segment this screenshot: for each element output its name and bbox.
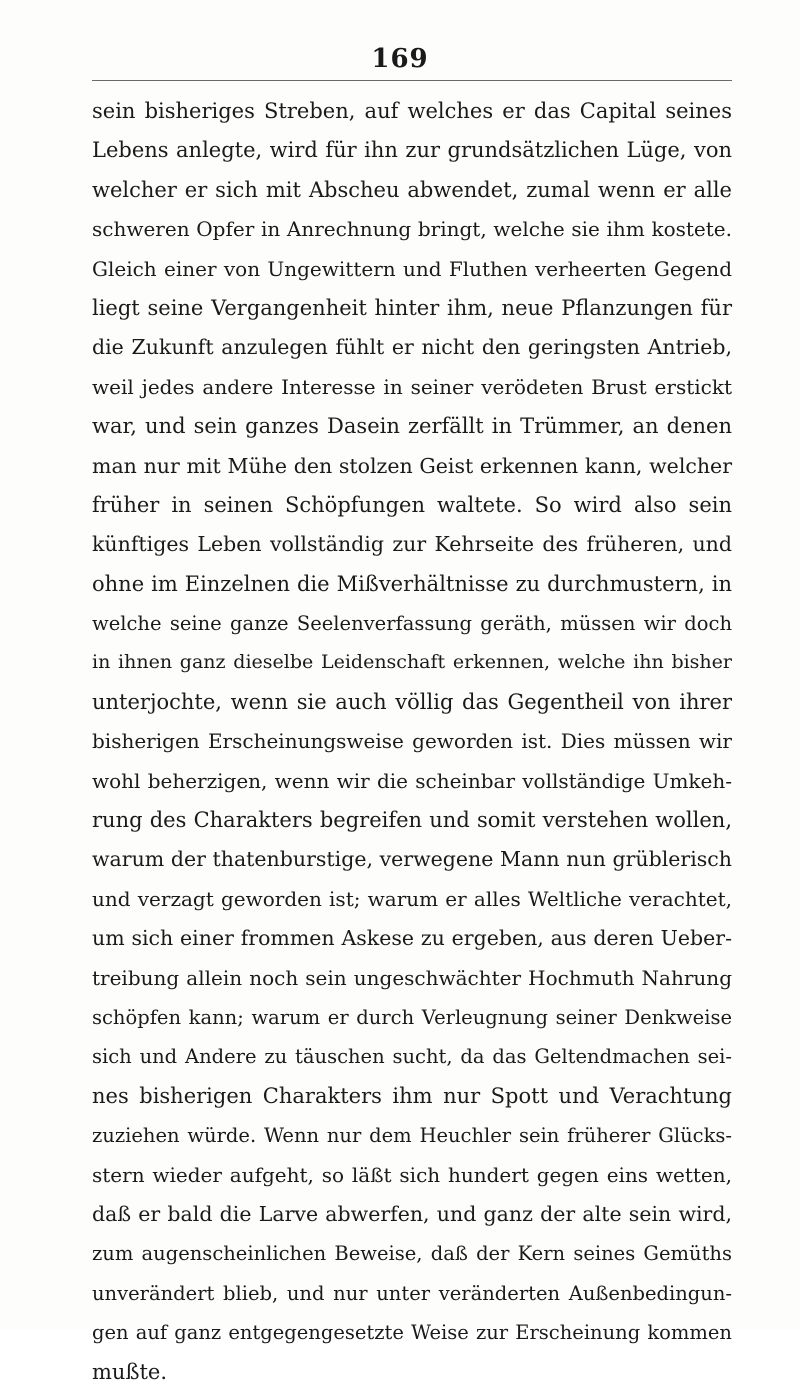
text-line: früher in seinen Schöpfungen waltete. So wird also sein xyxy=(92,492,732,517)
text-line: rung des Charakters begreifen und somit verstehen wollen, xyxy=(92,808,732,833)
text-line: zum augenscheinlichen Beweise, daß der Kern seines Gemüths xyxy=(92,1242,732,1266)
text-line: Lebens anlegte, wird für ihn zur grundsätzlichen Lüge, von xyxy=(92,138,732,163)
text-line: sein bisheriges Streben, auf welches er das Capital seines xyxy=(92,99,732,123)
text-line: in ihnen ganz dieselbe Leidenschaft erkennen, welche ihn bisher xyxy=(92,651,732,674)
text-line: mußte. xyxy=(92,1359,168,1384)
text-line: nes bisherigen Charakters ihm nur Spott und Verachtung xyxy=(92,1083,732,1108)
text-line: welche seine ganze Seelenverfassung geräth, müssen wir doch xyxy=(92,612,732,636)
text-line: schöpfen kann; warum er durch Verleugnung seiner Denkweise xyxy=(92,1005,732,1029)
header-rule xyxy=(92,80,732,81)
text-line: daß er bald die Larve abwerfen, und ganz der alte sein wird, xyxy=(92,1201,732,1226)
text-line: bisherigen Erscheinungsweise geworden ist. Dies müssen wir xyxy=(92,729,732,754)
text-line: schweren Opfer in Anrechnung bringt, welche sie ihm kostete. xyxy=(92,217,732,242)
text-line: ohne im Einzelnen die Mißverhältnisse zu durchmustern, in xyxy=(92,571,732,596)
body-text xyxy=(92,92,732,1392)
text-line: unverändert blieb, und nur unter veränderten Außenbedingun- xyxy=(92,1281,732,1305)
text-line: und verzagt geworden ist; warum er alles Weltliche verachtet, xyxy=(92,886,732,911)
text-line: warum der thatenburstige, verwegene Mann nun grüblerisch xyxy=(92,847,732,872)
text-line: die Zukunft anzulegen fühlt er nicht den geringsten Antrieb, xyxy=(92,335,732,360)
text-line: welcher er sich mit Abscheu abwendet, zumal wenn er alle xyxy=(92,177,732,202)
text-line: sich und Andere zu täuschen sucht, da das Geltendmachen sei- xyxy=(92,1045,732,1069)
text-line: liegt seine Vergangenheit hinter ihm, neue Pflanzungen für xyxy=(92,295,732,320)
page-number: 169 xyxy=(371,44,429,74)
text-line: gen auf ganz entgegengesetzte Weise zur Erscheinung kommen xyxy=(92,1321,732,1345)
text-line: weil jedes andere Interesse in seiner verödeten Brust erstickt xyxy=(92,374,732,399)
text-line: treibung allein noch sein ungeschwächter Hochmuth Nahrung xyxy=(92,965,732,990)
text-line: um sich einer frommen Askese zu ergeben, aus deren Ueber- xyxy=(92,926,732,951)
text-line: Gleich einer von Ungewittern und Fluthen verheerten Gegend xyxy=(92,256,732,281)
text-line: man nur mit Mühe den stolzen Geist erkennen kann, welcher xyxy=(92,453,732,478)
text-line: unterjochte, wenn sie auch völlig das Gegentheil von ihrer xyxy=(92,689,732,714)
text-line: war, und sein ganzes Dasein zerfällt in Trümmer, an denen xyxy=(92,414,732,439)
text-line: wohl beherzigen, wenn wir die scheinbar vollständige Umkeh- xyxy=(92,768,732,793)
text-line: zuziehen würde. Wenn nur dem Heuchler sein früherer Glücks- xyxy=(92,1124,732,1148)
text-line: stern wieder aufgeht, so läßt sich hundert gegen eins wetten, xyxy=(92,1162,732,1187)
text-line: künftiges Leben vollständig zur Kehrseite des früheren, und xyxy=(92,532,732,557)
